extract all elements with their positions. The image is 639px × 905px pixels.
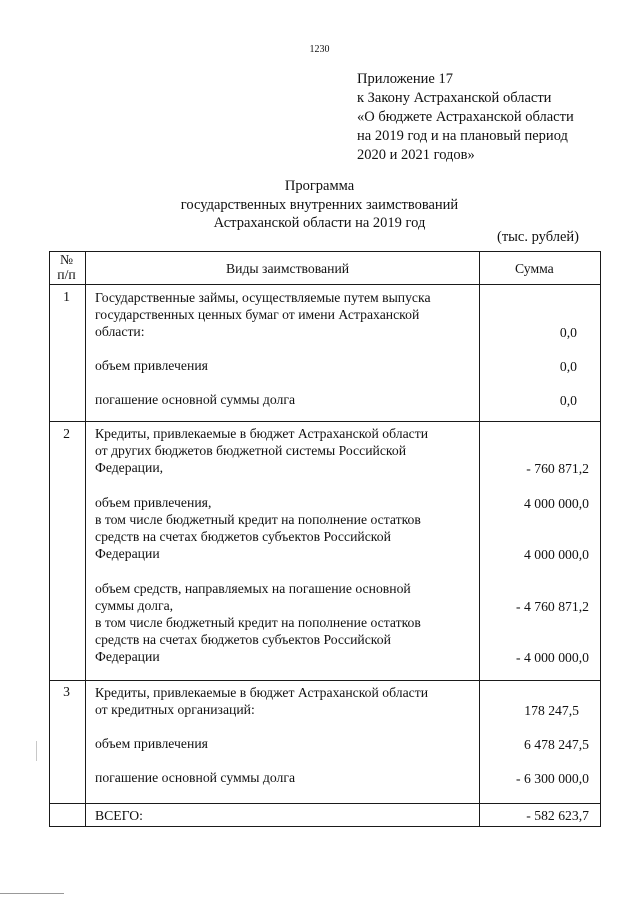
page-number: 1230 (309, 44, 330, 55)
row-number: 3 (63, 684, 70, 699)
title-line: Программа (284, 178, 355, 194)
row-text: погашение основной суммы долга (95, 392, 296, 407)
row-number: 1 (63, 289, 70, 304)
row-text: средств на счетах бюджетов субъектов Российской (95, 632, 391, 647)
row-amount: 0,0 (559, 393, 577, 408)
row-text: государственных ценных бумаг от имени Астраханской (95, 307, 420, 322)
table-border (49, 251, 50, 827)
appendix-line: к Закону Астраханской области (357, 90, 552, 106)
row-divider (49, 421, 601, 422)
row-text: средств на счетах бюджетов субъектов Российской (95, 529, 391, 544)
column-divider (479, 251, 480, 827)
row-amount: - 4 000 000,0 (516, 650, 589, 665)
row-divider (49, 680, 601, 681)
borrowing-table (49, 251, 601, 827)
scan-margin-mark (36, 741, 37, 761)
row-text: объем привлечения (95, 736, 208, 751)
row-text: Кредиты, привлекаемые в бюджет Астраханской области (95, 685, 429, 700)
appendix-line: «О бюджете Астраханской области (357, 109, 574, 125)
row-text: Федерации (95, 546, 160, 561)
row-text: Федерации (95, 649, 160, 664)
row-text: Федерации, (95, 460, 164, 475)
row-amount: 0,0 (559, 359, 577, 374)
appendix-line: Приложение 17 (357, 71, 453, 87)
row-text: суммы долга, (95, 598, 174, 613)
row-text: от других бюджетов бюджетной системы Российской (95, 443, 407, 458)
header-num: п/п (57, 267, 76, 282)
row-text: в том числе бюджетный кредит на пополнение остатков (95, 512, 421, 527)
header-type: Виды заимствований (226, 261, 350, 276)
table-border (600, 251, 601, 827)
row-text: Кредиты, привлекаемые в бюджет Астраханской области (95, 426, 429, 441)
row-divider (49, 284, 601, 285)
row-text: от кредитных организаций: (95, 702, 255, 717)
row-amount: 4 000 000,0 (523, 496, 589, 511)
row-divider (49, 803, 601, 804)
header-sum: Сумма (515, 261, 554, 276)
column-divider (85, 251, 86, 827)
row-amount: 4 000 000,0 (523, 547, 589, 562)
appendix-line: на 2019 год и на плановый период (357, 128, 568, 144)
row-text: в том числе бюджетный кредит на пополнение остатков (95, 615, 421, 630)
row-amount: - 4 760 871,2 (516, 599, 589, 614)
row-amount: 178 247,5 (524, 703, 579, 718)
row-text: объем средств, направляемых на погашение основной (95, 581, 411, 596)
scan-bottom-mark (0, 893, 64, 894)
row-text: Государственные займы, осуществляемые путем выпуска (95, 290, 431, 305)
row-amount: 0,0 (559, 325, 577, 340)
table-border (49, 251, 601, 252)
row-text: объем привлечения (95, 358, 208, 373)
units-label: (тыс. рублей) (497, 229, 579, 245)
row-text: погашение основной суммы долга (95, 770, 296, 785)
row-amount: - 6 300 000,0 (516, 771, 589, 786)
total-amount: - 582 623,7 (526, 808, 589, 823)
total-label: ВСЕГО: (95, 808, 143, 823)
row-text: объем привлечения, (95, 495, 212, 510)
row-amount: 6 478 247,5 (523, 737, 589, 752)
title-line: государственных внутренних заимствований (180, 197, 459, 213)
row-text: области: (95, 324, 145, 339)
row-number: 2 (63, 426, 70, 441)
title-line: Астраханской области на 2019 год (213, 215, 426, 231)
header-num: № (59, 252, 74, 267)
appendix-line: 2020 и 2021 годов» (357, 147, 475, 163)
row-amount: - 760 871,2 (526, 461, 589, 476)
table-border (49, 826, 601, 827)
